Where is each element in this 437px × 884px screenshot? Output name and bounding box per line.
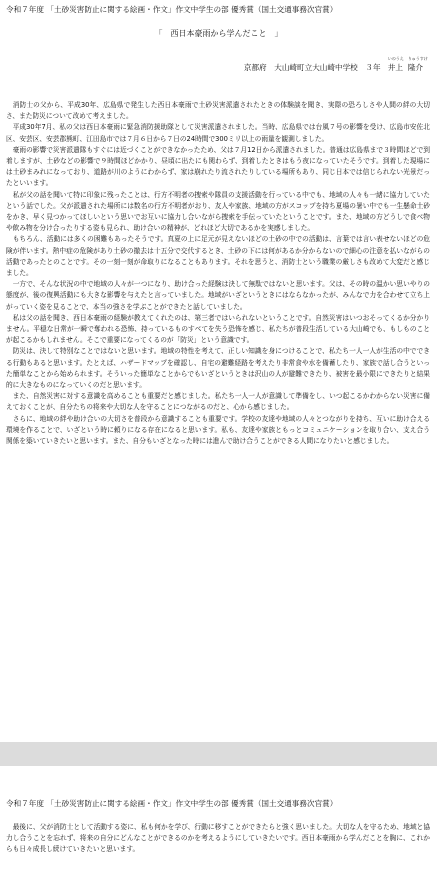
author-given-name bbox=[407, 56, 428, 73]
essay-title: 「 西日本豪雨から学んだこと 」 bbox=[154, 29, 283, 38]
document-page-2 bbox=[0, 766, 437, 884]
paragraph: 防災は、決して特別なことではないと思います。地域の特性を考えて、正しい知識を身につけることで、私たち一人一人が生活の中でできる行動もあると思います。たとえば、ハザードマップを確認し、自宅の避難経路を考えたり非常食や水を備蓄したり、家族で話し合うといった簡単なことから始められます。そういった簡単なことからでもいざというときは沢山の人が避難できたり、被害を最小限にできたりと結果的に大きなものになっていくのだと思います。 bbox=[6, 347, 430, 390]
paragraph: 私が父の話を聞いて特に印象に残ったことは、行方不明者の捜索や隊員の支援活動を行っている中でも、地域の人々も一緒に協力していたという話でした。父が派遣された場所には数名の行方不明者がおり、友人や家族、地域の方がスコップを持ち夏場の暑い中でも一生懸命土砂をかき、早く見つかってほしいという思いでお互いに協力し合いながら捜索を手伝っていたということです。また、地域の方どうしで食べ物や飲み物を分け合ったりする姿も見られ、助け合いの精神が、どれほど大切であるかを実感しました。 bbox=[6, 190, 430, 233]
surname-text: 井上 bbox=[387, 63, 403, 72]
paragraph: さらに、地域の絆や助け合いの大切さを普段から意識することも重要です。学校の友達や地域の人々とつながりを持ち、互いに助け合える環境を作ることで、いざという時に頼りになる存在になると思います。私も、友達や家族ともっとコミュニケーションを取り合い、支え合う関係を築いていきたいと思います。また、自分もいざとなった時には進んで助け合うことができる人間になりたいと感じました。 bbox=[6, 414, 430, 446]
page-separator bbox=[0, 742, 437, 766]
given-name-reading: りゅうすけ bbox=[407, 56, 428, 61]
author-surname bbox=[387, 56, 404, 73]
essay-body-page-2 bbox=[6, 822, 430, 856]
essay-body bbox=[6, 100, 430, 447]
author-line bbox=[243, 56, 428, 73]
school-name: 京都府 大山崎町立大山崎中学校 ３年 bbox=[243, 63, 381, 72]
paragraph: 一方で、そんな状況の中で地域の人々が一つになり、助け合った経験は決して無駄ではないと思います。父は、その時の温かい思いやりの態度が、後の復興活動にも大きな影響を与えたと言っていました。地域がいざというときにはならなかったが、みんなで力を合わせて立ち上がっていく姿を見ることで、本当の強さを学ぶことができたと話していました。 bbox=[6, 280, 430, 311]
paragraph: 最後に、父が消防士として活動する姿に、私も何かを学び、行動に移すことができたらと強く思いました。大切な人を守るため、地域と協力し合うことを忘れず、将来の自分にどんなことができるのかを考えるようにしていきたいです。西日本豪雨から学んだことを胸に、これからも日々成長し続けていきたいと思います。 bbox=[6, 823, 430, 854]
paragraph: もちろん、活動には多くの困難もあったそうです。真夏の上に足元が見えないほどの土砂の中での活動は、言葉では言い表せないほどの危険が伴います。熱中症の危険があり土砂の撤去は十五分で交代するとき、土砂の下には何があるか分からないので細心の注意を払いながらの活動であったとのことです。その一刻一刻が命取りになることもあります。それを思うと、消防士という職業の厳しさも改めて大変だと感じました。 bbox=[6, 235, 430, 278]
award-header: 令和７年度 「土砂災害防止に関する絵画・作文」作文中学生の部 優秀賞（国土交通事務次官賞） bbox=[6, 5, 338, 14]
paragraph: 私は父の話を聞き、西日本豪雨の経験が教えてくれたのは、第三者ではいられないということです。自然災害はいつおそってくるか分かりません。平穏な日常が一瞬で奪われる恐怖、持っているものすべてを失う恐怖を感じ、私たちが普段生活している大山崎でも、もしものことが起こるかもしれません。そこで重要になってくるのが「防災」という意識です。 bbox=[6, 313, 430, 345]
given-name-text: 隆介 bbox=[407, 63, 423, 72]
paragraph: 消防士の父から、平成30年、広島県で発生した西日本豪雨で土砂災害派遣されたときの体験談を聞き、実際の恐ろしさや人間の絆の大切さ、また防災について改めて考えました。 bbox=[6, 101, 430, 121]
paragraph: 平成30年7月、私の父は西日本豪雨に緊急消防援助隊として災害派遣されました。当時、広島県では台風７号の影響を受け、広島市安佐北区、安芸区、安芸郡熊町、江田島市では７月６日から７日の24時間で300ミリ以上の雨量を観測しました。 bbox=[6, 123, 430, 143]
award-header-page-2: 令和７年度 「土砂災害防止に関する絵画・作文」作文中学生の部 優秀賞（国土交通事務次官賞） bbox=[6, 799, 338, 808]
surname-reading: いのうえ bbox=[387, 56, 404, 61]
paragraph: 豪雨の影響で災害派遣隊もすぐには近づくことができなかったため、父は７月12日から派遣されました。普通は広島県まで３時間ほどで到着しますが、土砂などの影響で９時間ほどかかり、昼頃に出たにも関わらず、到着したときはもう夜になっていたそうです。到着した現場には土砂まみれになっており、道路が川のようにわからず、家は崩れたり流されたりしている場所もあり、同じ日本では信じられない光景だったといいます。 bbox=[6, 145, 430, 188]
paragraph: また、自然災害に対する意識を高めることも重要だと感じました。私たち一人一人が意識して準備をし、いつ起こるかわからない災害に備えておくことが、自分たちの将来や大切な人を守ることにつながるのだと、心から感じました。 bbox=[6, 392, 430, 412]
